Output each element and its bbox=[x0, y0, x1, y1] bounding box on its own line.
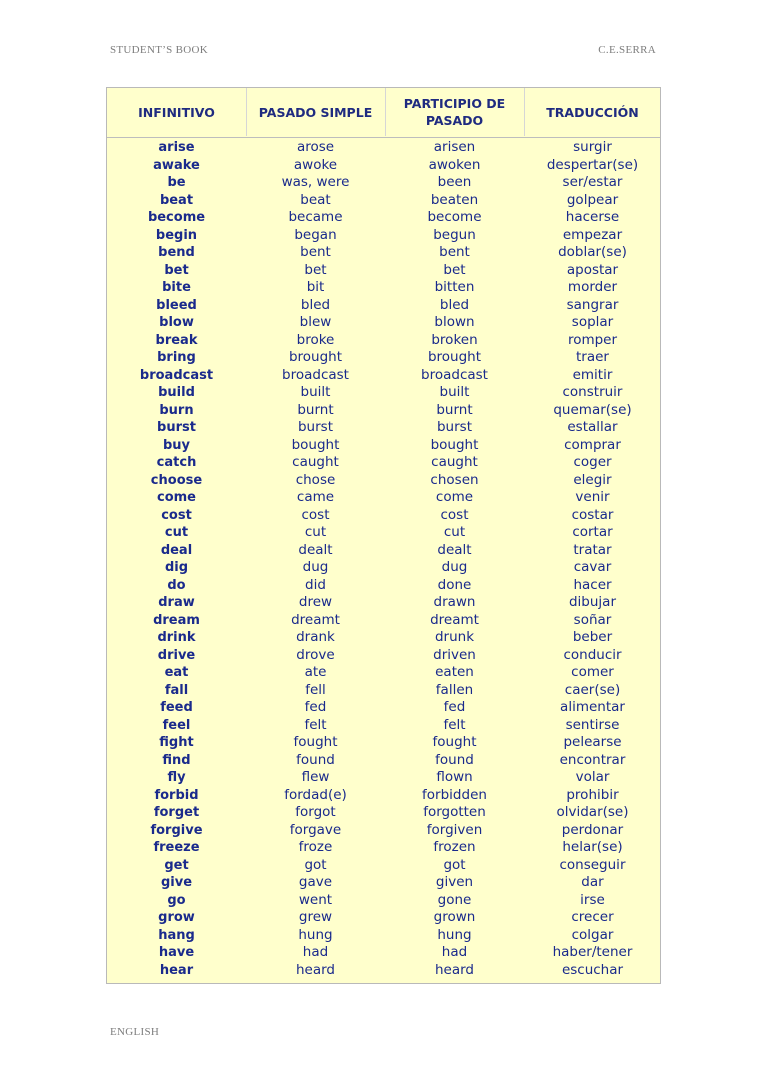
past-participle-cell: got bbox=[443, 856, 466, 873]
past-simple-cell: felt bbox=[304, 716, 327, 733]
infinitive-cell: become bbox=[147, 210, 206, 225]
past-participle-cell: become bbox=[427, 209, 482, 225]
infinitive-cell: build bbox=[158, 385, 195, 400]
past-simple-cell: dreamt bbox=[291, 611, 340, 628]
past-simple-cell: arose bbox=[296, 139, 335, 155]
past-simple-cell: bought bbox=[291, 436, 340, 453]
infinitive-cell: catch bbox=[156, 455, 197, 470]
past-simple-cell: forgave bbox=[289, 821, 342, 838]
infinitive-cell: broadcast bbox=[139, 367, 214, 383]
infinitive-cell: hang bbox=[158, 927, 195, 943]
infinitive-cell: eat bbox=[164, 665, 189, 680]
translation-cell: escuchar bbox=[561, 961, 624, 978]
past-simple-cell: gave bbox=[298, 874, 333, 890]
translation-cell: perdonar bbox=[561, 821, 624, 838]
translation-cell: coger bbox=[573, 454, 612, 470]
translation-cell: comprar bbox=[564, 436, 621, 453]
past-simple-cell: cut bbox=[304, 524, 327, 540]
infinitive-cell: deal bbox=[160, 542, 193, 558]
past-participle-cell: bet bbox=[443, 261, 466, 278]
translation-cell: beber bbox=[572, 629, 613, 645]
past-simple-cell: heard bbox=[295, 961, 336, 978]
infinitive-cell: be bbox=[167, 175, 186, 190]
past-simple-cell: cost bbox=[301, 506, 330, 523]
past-participle-cell: grown bbox=[433, 909, 476, 925]
translation-cell: venir bbox=[575, 489, 610, 505]
translation-cell: romper bbox=[567, 331, 618, 348]
table-row bbox=[107, 402, 660, 420]
table-row bbox=[107, 682, 660, 700]
table-row bbox=[107, 874, 660, 892]
past-participle-cell: burnt bbox=[436, 401, 473, 418]
translation-cell: soñar bbox=[573, 611, 612, 628]
past-simple-cell: came bbox=[296, 489, 335, 505]
translation-cell: dar bbox=[581, 874, 604, 890]
table-row bbox=[107, 647, 660, 665]
infinitive-cell: get bbox=[164, 857, 189, 873]
infinitive-cell: begin bbox=[155, 227, 198, 243]
infinitive-cell: freeze bbox=[153, 840, 200, 855]
past-participle-cell: cost bbox=[440, 506, 469, 523]
translation-cell: conducir bbox=[563, 646, 622, 663]
infinitive-cell: fly bbox=[167, 770, 186, 785]
translation-cell: caer(se) bbox=[564, 681, 621, 698]
translation-cell: estallar bbox=[567, 419, 618, 435]
past-simple-cell: got bbox=[304, 856, 327, 873]
table-row bbox=[107, 664, 660, 682]
past-simple-cell: built bbox=[300, 384, 331, 400]
table-row bbox=[107, 822, 660, 840]
infinitive-cell: cost bbox=[161, 507, 192, 523]
past-participle-cell: forgiven bbox=[426, 821, 483, 838]
translation-cell: soplar bbox=[571, 314, 614, 330]
infinitive-cell: fight bbox=[159, 735, 194, 750]
table-row bbox=[107, 892, 660, 910]
translation-cell: pelearse bbox=[563, 734, 622, 750]
translation-cell: morder bbox=[567, 279, 618, 295]
past-simple-cell: forgot bbox=[295, 804, 336, 820]
past-participle-cell: come bbox=[435, 489, 474, 505]
infinitive-cell: bite bbox=[162, 280, 191, 295]
past-participle-cell: dug bbox=[441, 559, 468, 575]
past-participle-cell: driven bbox=[433, 646, 476, 663]
infinitive-cell: forgive bbox=[150, 822, 203, 838]
translation-cell: despertar(se) bbox=[546, 156, 639, 173]
infinitive-cell: dig bbox=[164, 560, 189, 575]
translation-cell: colgar bbox=[571, 926, 614, 943]
translation-cell: hacerse bbox=[565, 209, 620, 225]
table-row bbox=[107, 157, 660, 175]
past-participle-cell: heard bbox=[434, 961, 475, 978]
past-participle-cell: awoken bbox=[428, 156, 481, 173]
past-participle-cell: built bbox=[439, 384, 470, 400]
table-row bbox=[107, 244, 660, 262]
table-row bbox=[107, 349, 660, 367]
table-row bbox=[107, 262, 660, 280]
past-simple-cell: found bbox=[296, 751, 335, 768]
table-row bbox=[107, 944, 660, 962]
past-participle-cell: drawn bbox=[433, 594, 476, 610]
translation-cell: emitir bbox=[572, 366, 613, 383]
translation-cell: traer bbox=[576, 349, 609, 365]
table-row bbox=[107, 559, 660, 577]
infinitive-cell: do bbox=[167, 577, 186, 593]
past-simple-cell: ate bbox=[304, 664, 327, 680]
infinitive-cell: bleed bbox=[156, 297, 197, 313]
infinitive-cell: forbid bbox=[154, 787, 199, 803]
past-participle-cell: broken bbox=[431, 331, 478, 348]
past-simple-cell: became bbox=[288, 209, 343, 225]
column-header-pasado-simple: PASADO SIMPLE bbox=[258, 104, 373, 120]
header-right-text: C.E.SERRA bbox=[598, 44, 656, 56]
translation-cell: helar(se) bbox=[562, 839, 623, 855]
infinitive-cell: come bbox=[157, 490, 196, 505]
past-participle-cell: bought bbox=[430, 436, 479, 453]
past-participle-cell: forbidden bbox=[422, 786, 487, 803]
header-left-text: STUDENT’S BOOK bbox=[110, 44, 209, 56]
table-row bbox=[107, 717, 660, 735]
translation-cell: hacer bbox=[573, 576, 612, 593]
table-row bbox=[107, 489, 660, 507]
translation-cell: haber/tener bbox=[552, 944, 633, 960]
past-simple-cell: drove bbox=[296, 646, 335, 663]
past-participle-cell: broadcast bbox=[421, 366, 488, 383]
translation-cell: cortar bbox=[572, 524, 613, 540]
past-simple-cell: bled bbox=[300, 296, 331, 313]
past-participle-cell: caught bbox=[431, 454, 478, 470]
translation-cell: quemar(se) bbox=[553, 401, 632, 418]
table-row bbox=[107, 174, 660, 192]
past-participle-cell: arisen bbox=[433, 139, 476, 155]
translation-cell: irse bbox=[580, 891, 605, 908]
past-participle-cell: frozen bbox=[433, 839, 476, 855]
past-participle-cell: forgotten bbox=[423, 804, 486, 820]
past-simple-cell: bit bbox=[306, 279, 325, 295]
past-simple-cell: beat bbox=[300, 191, 331, 208]
past-participle-cell: fought bbox=[432, 734, 477, 750]
past-simple-cell: dug bbox=[302, 559, 329, 575]
past-participle-cell: drunk bbox=[434, 629, 475, 645]
past-participle-cell: blown bbox=[434, 314, 475, 330]
past-simple-cell: fought bbox=[293, 734, 338, 750]
translation-cell: cavar bbox=[573, 559, 612, 575]
translation-cell: conseguir bbox=[559, 856, 626, 873]
past-simple-cell: flew bbox=[301, 769, 330, 785]
translation-cell: prohibir bbox=[566, 786, 619, 803]
past-participle-cell: fallen bbox=[435, 681, 474, 698]
translation-cell: comer bbox=[571, 664, 614, 680]
infinitive-cell: drive bbox=[157, 647, 196, 663]
infinitive-cell: fall bbox=[164, 682, 189, 698]
table-row bbox=[107, 384, 660, 402]
table-row bbox=[107, 279, 660, 297]
translation-cell: doblar(se) bbox=[558, 244, 627, 260]
infinitive-cell: beat bbox=[159, 192, 194, 208]
infinitive-cell: dream bbox=[153, 612, 200, 628]
table-row bbox=[107, 314, 660, 332]
table-row bbox=[107, 227, 660, 245]
table-header-row bbox=[107, 88, 660, 138]
past-participle-cell: burst bbox=[436, 419, 472, 435]
column-header-participio: PARTICIPIO DE PASADO bbox=[403, 96, 506, 128]
infinitive-cell: choose bbox=[150, 472, 203, 488]
infinitive-cell: buy bbox=[162, 437, 191, 453]
translation-cell: sangrar bbox=[566, 296, 619, 313]
past-simple-cell: grew bbox=[298, 909, 333, 925]
translation-cell: sentirse bbox=[565, 716, 620, 733]
table-row bbox=[107, 734, 660, 752]
past-simple-cell: froze bbox=[298, 839, 333, 855]
table-row bbox=[107, 927, 660, 945]
translation-cell: costar bbox=[571, 506, 614, 523]
infinitive-cell: give bbox=[160, 875, 193, 890]
table-row bbox=[107, 454, 660, 472]
past-participle-cell: given bbox=[435, 874, 474, 890]
table-row bbox=[107, 752, 660, 770]
table-row bbox=[107, 332, 660, 350]
past-participle-cell: begun bbox=[433, 226, 476, 243]
table-row bbox=[107, 612, 660, 630]
translation-cell: golpear bbox=[566, 191, 619, 208]
infinitive-cell: go bbox=[167, 892, 186, 908]
table-row bbox=[107, 139, 660, 157]
past-participle-cell: bled bbox=[439, 296, 470, 313]
translation-cell: alimentar bbox=[560, 699, 625, 715]
past-simple-cell: dealt bbox=[298, 541, 333, 558]
past-participle-cell: beaten bbox=[430, 191, 479, 208]
table-row bbox=[107, 367, 660, 385]
past-participle-cell: felt bbox=[443, 716, 466, 733]
table-row bbox=[107, 699, 660, 717]
table-row bbox=[107, 962, 660, 980]
table-row bbox=[107, 472, 660, 490]
translation-cell: ser/estar bbox=[562, 174, 623, 190]
past-participle-cell: chosen bbox=[430, 471, 479, 488]
past-participle-cell: bent bbox=[439, 244, 470, 260]
past-simple-cell: drank bbox=[296, 629, 335, 645]
table-body bbox=[107, 139, 660, 979]
table-row bbox=[107, 507, 660, 525]
past-simple-cell: hung bbox=[298, 926, 333, 943]
infinitive-cell: bring bbox=[157, 350, 196, 365]
infinitive-cell: draw bbox=[158, 595, 195, 610]
infinitive-cell: drink bbox=[157, 630, 196, 645]
column-divider bbox=[385, 88, 386, 136]
past-participle-cell: bitten bbox=[434, 279, 475, 295]
translation-cell: dibujar bbox=[568, 594, 617, 610]
table-row bbox=[107, 787, 660, 805]
past-participle-cell: fed bbox=[443, 699, 466, 715]
table-row bbox=[107, 769, 660, 787]
table-row bbox=[107, 209, 660, 227]
translation-cell: olvidar(se) bbox=[556, 804, 629, 820]
table-row bbox=[107, 594, 660, 612]
translation-cell: elegir bbox=[573, 471, 612, 488]
past-simple-cell: fordad(e) bbox=[284, 786, 347, 803]
infinitive-cell: cut bbox=[164, 525, 189, 540]
infinitive-cell: feel bbox=[162, 717, 191, 733]
past-simple-cell: drew bbox=[298, 594, 333, 610]
past-participle-cell: cut bbox=[443, 524, 466, 540]
infinitive-cell: hear bbox=[159, 962, 194, 978]
past-simple-cell: burnt bbox=[297, 401, 334, 418]
past-participle-cell: eaten bbox=[435, 664, 474, 680]
infinitive-cell: feed bbox=[160, 700, 193, 715]
past-participle-cell: found bbox=[435, 751, 474, 768]
infinitive-cell: burn bbox=[159, 402, 194, 418]
past-simple-cell: broadcast bbox=[282, 366, 349, 383]
past-simple-cell: blew bbox=[299, 314, 332, 330]
past-participle-cell: been bbox=[437, 174, 472, 190]
past-participle-cell: had bbox=[441, 944, 468, 960]
table-row bbox=[107, 542, 660, 560]
infinitive-cell: have bbox=[158, 945, 195, 960]
translation-cell: empezar bbox=[562, 226, 623, 243]
infinitive-cell: grow bbox=[158, 910, 195, 925]
past-simple-cell: began bbox=[294, 226, 337, 243]
translation-cell: construir bbox=[562, 384, 623, 400]
table-row bbox=[107, 909, 660, 927]
infinitive-cell: forget bbox=[153, 805, 200, 820]
table-row bbox=[107, 297, 660, 315]
past-participle-cell: hung bbox=[437, 926, 472, 943]
past-simple-cell: bent bbox=[300, 244, 331, 260]
past-simple-cell: went bbox=[298, 891, 333, 908]
table-row bbox=[107, 192, 660, 210]
past-simple-cell: fell bbox=[305, 681, 326, 698]
past-simple-cell: did bbox=[305, 576, 326, 593]
verb-table bbox=[106, 87, 661, 984]
table-row bbox=[107, 437, 660, 455]
past-participle-cell: dealt bbox=[437, 541, 472, 558]
infinitive-cell: find bbox=[162, 752, 191, 768]
past-participle-cell: done bbox=[437, 576, 472, 593]
table-row bbox=[107, 839, 660, 857]
translation-cell: apostar bbox=[566, 261, 619, 278]
past-participle-cell: dreamt bbox=[430, 611, 479, 628]
infinitive-cell: arise bbox=[158, 140, 195, 155]
past-simple-cell: caught bbox=[292, 454, 339, 470]
past-simple-cell: fed bbox=[304, 699, 327, 715]
past-simple-cell: burst bbox=[297, 419, 333, 435]
table-row bbox=[107, 804, 660, 822]
column-header-traduccion: TRADUCCIÓN bbox=[546, 104, 639, 120]
footer-text: ENGLISH bbox=[110, 1026, 160, 1038]
past-simple-cell: had bbox=[302, 944, 329, 960]
translation-cell: surgir bbox=[573, 139, 612, 155]
past-simple-cell: chose bbox=[295, 471, 336, 488]
table-row bbox=[107, 577, 660, 595]
infinitive-cell: blow bbox=[159, 315, 194, 330]
infinitive-cell: bend bbox=[158, 245, 195, 260]
table-row bbox=[107, 857, 660, 875]
translation-cell: volar bbox=[575, 769, 610, 785]
infinitive-cell: bet bbox=[164, 262, 189, 278]
infinitive-cell: awake bbox=[153, 157, 200, 173]
column-header-infinitivo: INFINITIVO bbox=[138, 104, 215, 120]
translation-cell: encontrar bbox=[559, 751, 626, 768]
past-simple-cell: bet bbox=[304, 261, 327, 278]
past-participle-cell: gone bbox=[437, 891, 472, 908]
translation-cell: crecer bbox=[571, 909, 614, 925]
past-participle-cell: brought bbox=[427, 349, 482, 365]
past-simple-cell: brought bbox=[288, 349, 343, 365]
past-participle-cell: flown bbox=[436, 769, 473, 785]
infinitive-cell: break bbox=[155, 332, 198, 348]
past-simple-cell: was, were bbox=[281, 174, 350, 190]
table-row bbox=[107, 419, 660, 437]
table-row bbox=[107, 524, 660, 542]
infinitive-cell: burst bbox=[157, 420, 196, 435]
past-simple-cell: broke bbox=[296, 331, 335, 348]
translation-cell: tratar bbox=[573, 541, 612, 558]
table-row bbox=[107, 629, 660, 647]
past-simple-cell: awoke bbox=[293, 156, 338, 173]
